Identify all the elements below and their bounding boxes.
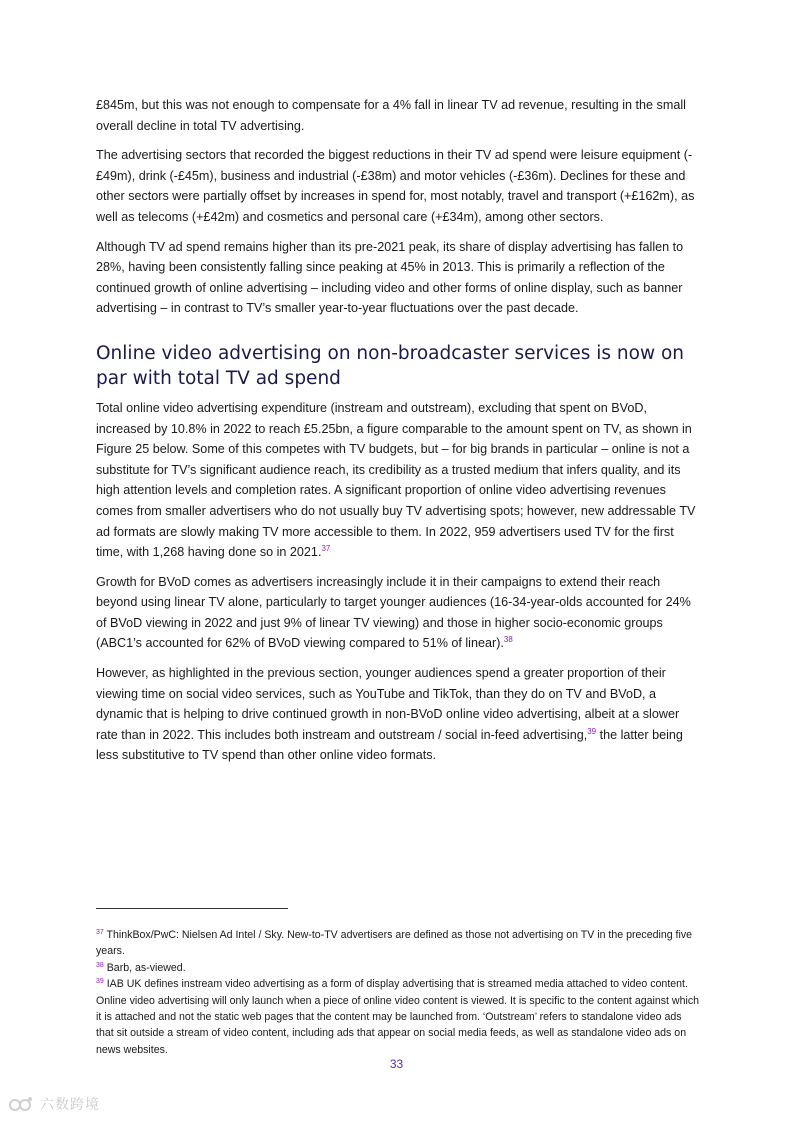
footnote-ref-37[interactable]: 37	[321, 544, 331, 554]
paragraph-bvod-growth	[96, 572, 696, 654]
paragraph-online-video	[96, 398, 696, 563]
footnote-number: 37	[96, 929, 104, 936]
paragraph-share: Although TV ad spend remains higher than its pre-2021 peak, its share of display advertising has fallen to 28%, having been consistently falling since peaking at 45% in 2013. This is primarily a reflection of the continued growth of online advertising – including video and other forms of online display, such as banner advertising – in contrast to TV’s smaller year-to-year fluctuations over the past decade.	[96, 239, 684, 316]
paragraph-sectors: The advertising sectors that recorded the biggest reductions in their TV ad spend were leisure equipment (-£49m), drink (-£45m), business and industrial (-£38m) and motor vehicles (-£36m). Declines for these and other sectors were partially offset by increases in spend for, most notably, travel and transport (+£162m), as well as telecoms (+£42m) and cosmetics and personal care (+£34m), among other sectors.	[96, 148, 695, 224]
footnote-37	[96, 927, 700, 960]
footnote-ref-38[interactable]: 38	[503, 635, 513, 645]
watermark	[8, 1094, 100, 1114]
paragraph-social-video-text-b: the latter being less substitutive to TV spend than other online video formats.	[96, 727, 683, 763]
page-body	[96, 95, 696, 775]
footnotes	[96, 927, 700, 1058]
paragraph-bvod-growth-text: Growth for BVoD comes as advertisers increasingly include it in their campaigns to extend their reach beyond using linear TV alone, particularly to target younger audiences (16-34-year-olds accounted for 24% of BVoD viewing in 2022 and just 9% of linear TV viewing) and those in higher socio-economic groups (ABC1’s accounted for 62% of BVoD viewing compared to 51% of linear).	[96, 574, 691, 651]
watermark-logo-icon	[8, 1095, 34, 1113]
footnote-ref-39[interactable]: 39	[587, 726, 597, 736]
footnote-text: IAB UK defines instream video advertising as a form of display advertising that is streamed media attached to video content. Online video advertising will only launch when a piece of online video content is viewed. It is specific to the content against which it is attached and not the static web pages that the content may be launched from. ‘Outstream’ refers to standalone video ads that sit outside a stream of video content, including ads that appear on social media feeds, as well as standalone video ads on news websites.	[96, 978, 700, 1056]
footnote-number: 39	[96, 978, 104, 986]
footnote-text: ThinkBox/PwC: Nielsen Ad Intel / Sky. New-to-TV advertisers are defined as those not advertising on TV in the preceding five years.	[96, 929, 693, 958]
paragraph-social-video	[96, 663, 696, 766]
paragraph-online-video-text: Total online video advertising expenditure (instream and outstream), excluding that spent on BVoD, increased by 10.8% in 2022 to reach £5.25bn, a figure comparable to the amount spent on TV, as shown in Figure 25 below. Some of this competes with TV budgets, but – for big brands in particular – online is not a substitute for TV’s significant audience reach, its credibility as a trusted medium that infers quality, and its high attention levels and completion rates. A significant proportion of online video advertising revenues comes from smaller advertisers who do not usually buy TV advertising spots; however, new addressable TV ad formats are slowly making TV more accessible to them. In 2022, 959 advertisers used TV for the first time, with 1,268 having done so in 2021.	[96, 400, 696, 560]
footnote-number: 38	[96, 961, 104, 969]
footnote-text: Barb, as-viewed.	[103, 961, 186, 974]
page-number: 33	[389, 1057, 404, 1071]
footnote-39	[96, 976, 700, 1058]
footnote-38	[96, 960, 700, 976]
paragraph-ad-revenue: £845m, but this was not enough to compensate for a 4% fall in linear TV ad revenue, resulting in the small overall decline in total TV advertising.	[96, 98, 686, 133]
paragraph-social-video-text-a: However, as highlighted in the previous section, younger audiences spend a greater proportion of their viewing time on social video services, such as YouTube and TikTok, than they do on TV and BVoD, a dynamic that is helping to drive continued growth in non-BVoD online video advertising, albeit at a slower rate than in 2022. This includes both instream and outstream / social in-feed advertising,	[96, 666, 680, 742]
section-heading: Online video advertising on non-broadcaster services is now on par with total TV ad spend	[96, 342, 685, 390]
watermark-text: 六数跨境	[40, 1096, 100, 1112]
footnote-divider	[96, 908, 288, 909]
